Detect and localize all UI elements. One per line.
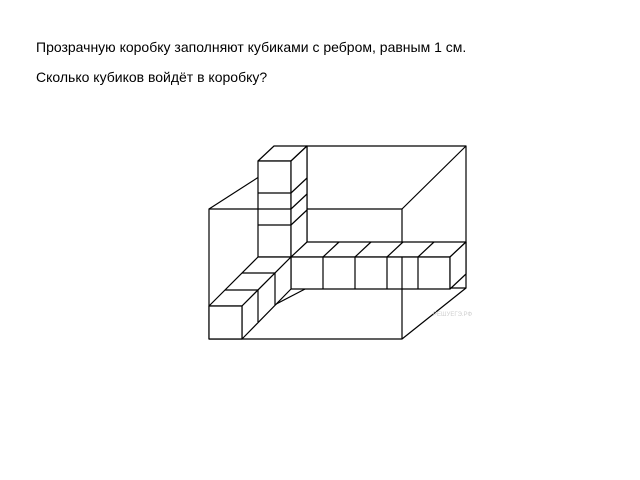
question-line-1: Прозрачную коробку заполняют кубиками с ребром, равным 1 см. (36, 39, 467, 55)
question-line-2: Сколько кубиков войдёт в коробку? (36, 69, 268, 85)
cube-row-depth (209, 257, 291, 339)
cube-row-horizontal (291, 242, 466, 289)
watermark-text: РЕШУЕГЭ.РФ (433, 312, 473, 318)
